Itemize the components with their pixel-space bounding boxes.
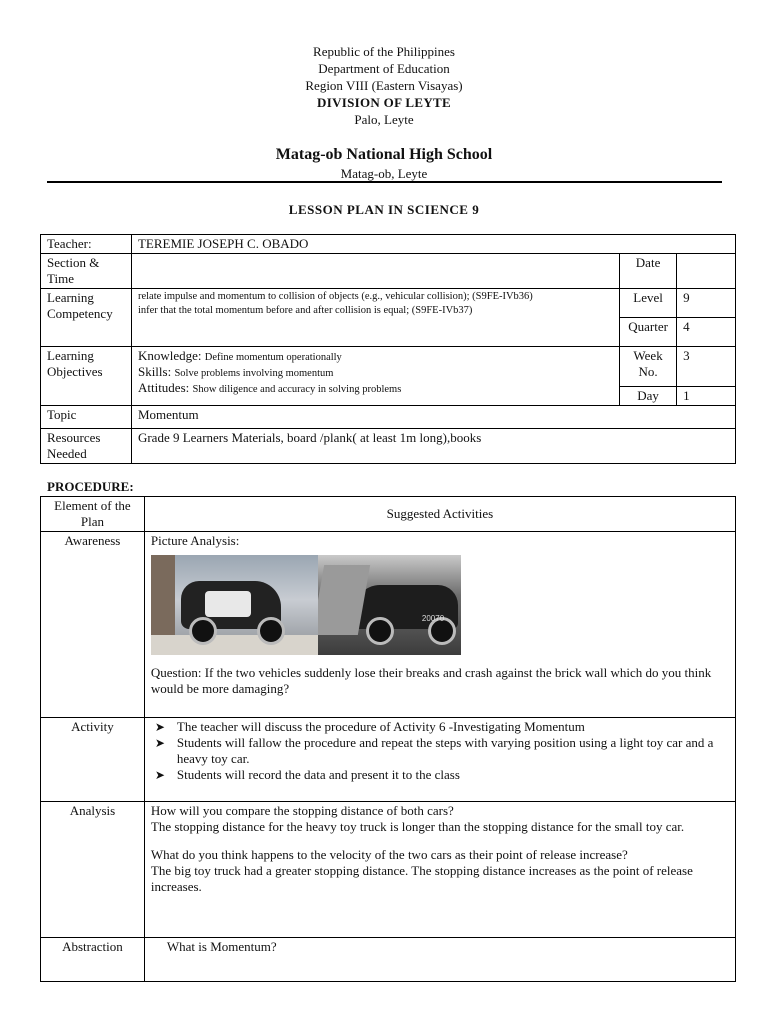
topic-label: Topic xyxy=(41,406,132,429)
week-label: Week No. xyxy=(620,347,677,387)
analysis-question-2: What do you think happens to the velocity of the two cars as their point of release increase? xyxy=(150,847,628,862)
procedure-heading: PROCEDURE: xyxy=(47,479,134,494)
objective-skills xyxy=(138,364,613,380)
crash-test-large-car-image xyxy=(318,555,461,655)
section-time-label: Section & Time xyxy=(41,254,132,289)
school-block xyxy=(0,145,768,182)
header-line-region: Region VIII (Eastern Visayas) xyxy=(305,78,463,93)
level-label: Level xyxy=(620,289,677,318)
attitudes-label: Attitudes: xyxy=(137,380,190,395)
objective-knowledge xyxy=(138,348,613,364)
list-item: ➤ Students will record the data and present it to the class xyxy=(154,767,460,782)
level-value: 9 xyxy=(677,289,736,318)
week-value: 3 xyxy=(677,347,736,387)
analysis-question-1: How will you compare the stopping distance of both cars? xyxy=(150,803,454,818)
competency-item-1: relate impulse and momentum to collision of objects (e.g., vehicular collision); (S9FE-IVb36) xyxy=(137,291,533,302)
knowledge-label: Knowledge: xyxy=(137,348,202,363)
quarter-value: 4 xyxy=(677,318,736,347)
document-header xyxy=(0,43,768,128)
topic-value: Momentum xyxy=(131,406,735,429)
teacher-label: Teacher: xyxy=(41,235,132,254)
element-header: Element of the Plan xyxy=(41,497,145,532)
list-item: ➤ The teacher will discuss the procedure of Activity 6 -Investigating Momentum xyxy=(154,719,585,734)
competency-item-2: infer that the total momentum before and after collision is equal; (S9FE-IVb37) xyxy=(137,305,473,316)
awareness-question: Question: If the two vehicles suddenly lose their breaks and crash against the brick wall which do you think would be more damaging? xyxy=(150,665,712,696)
school-name: Matag-ob National High School xyxy=(275,146,493,163)
date-label: Date xyxy=(620,254,677,289)
car-number: 20070 xyxy=(421,614,445,623)
date-value xyxy=(677,254,736,289)
arrow-bullet-icon: ➤ xyxy=(154,720,165,734)
objectives-label: Learning Objectives xyxy=(41,347,132,406)
resources-label: Resources Needed xyxy=(41,429,132,464)
header-line-department: Department of Education xyxy=(318,61,450,76)
lesson-info-table xyxy=(40,234,736,464)
abstraction-label: Abstraction xyxy=(41,938,145,982)
objective-attitudes xyxy=(138,380,613,396)
crash-test-photo xyxy=(151,555,729,655)
analysis-label: Analysis xyxy=(41,802,145,938)
skills-label: Skills: xyxy=(137,364,172,379)
objectives-value xyxy=(131,347,619,406)
arrow-bullet-icon: ➤ xyxy=(154,736,165,750)
list-item: ➤ Students will fallow the procedure and repeat the steps with varying position using a light toy car and a heavy toy car. xyxy=(154,735,714,766)
resources-value: Grade 9 Learners Materials, board /plank( at least 1m long),books xyxy=(131,429,735,464)
lesson-plan-title: LESSON PLAN IN SCIENCE 9 xyxy=(288,202,480,217)
competency-label: Learning Competency xyxy=(41,289,132,347)
awareness-intro: Picture Analysis: xyxy=(150,533,240,548)
header-line-republic: Republic of the Philippines xyxy=(313,44,455,59)
activity-list xyxy=(151,719,729,783)
header-division: DIVISION OF LEYTE xyxy=(317,95,451,110)
school-location: Matag-ob, Leyte xyxy=(340,166,428,181)
competency-value xyxy=(131,289,619,347)
header-divider xyxy=(47,181,722,183)
analysis-content xyxy=(144,802,735,938)
knowledge-value: Define momentum operationally xyxy=(204,352,342,363)
day-value: 1 xyxy=(677,387,736,406)
activity-content xyxy=(144,718,735,802)
teacher-value: TEREMIE JOSEPH C. OBADO xyxy=(131,235,735,254)
arrow-bullet-icon: ➤ xyxy=(154,768,165,782)
procedure-table xyxy=(40,496,736,982)
quarter-label: Quarter xyxy=(620,318,677,347)
crash-test-small-car-image xyxy=(151,555,318,655)
skills-value: Solve problems involving momentum xyxy=(174,368,334,379)
day-label: Day xyxy=(620,387,677,406)
activity-label: Activity xyxy=(41,718,145,802)
analysis-answer-1: The stopping distance for the heavy toy truck is longer than the stopping distance for the small toy car. xyxy=(150,819,685,834)
abstraction-value: What is Momentum? xyxy=(144,938,735,982)
analysis-answer-2: The big toy truck had a greater stopping distance. The stopping distance increases as the point of release increases. xyxy=(150,863,693,894)
awareness-label: Awareness xyxy=(41,532,145,718)
header-location: Palo, Leyte xyxy=(354,112,414,127)
section-time-value xyxy=(131,254,619,289)
activities-header: Suggested Activities xyxy=(144,497,735,532)
attitudes-value: Show diligence and accuracy in solving problems xyxy=(192,384,402,395)
awareness-content xyxy=(144,532,735,718)
